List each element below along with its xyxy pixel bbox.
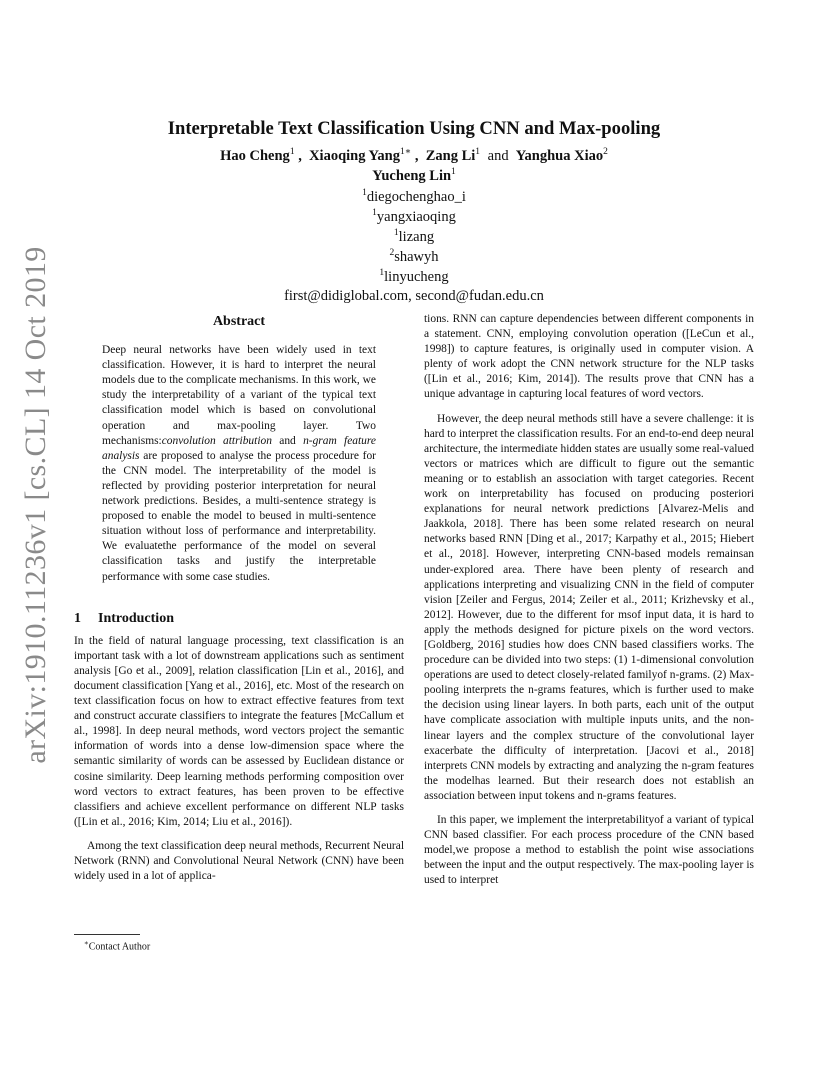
arxiv-sidebar <box>10 246 62 764</box>
arxiv-identifier: arXiv:1910.11236v1 [cs.CL] 14 Oct 2019 <box>19 246 52 764</box>
abstract-paragraph: Deep neural networks have been widely used in text classification. However, it is hard to interpret the neural models due to the complicate mechanisms. In this work, we study the interpretability of a variant of the typical text classification model which is based on convolutional operation and max-pooling layer. Two mechanisms:convolution attribution and n-gram feature analysis are proposed to analyse the process procedure for the CNN model. The interpretability of the model is reflected by providing posterior interpretation for neural network predictions. Besides, a multi-sentence strategy is proposed to enable the model to beused in multi-sentence situation without loss of performance and interpretability. We evaluatethe performance of the model on several classification tasks and justify the interpretable performance with some case studies. <box>102 344 377 583</box>
footnote-text: Contact Author <box>88 941 151 953</box>
email-line: first@didiglobal.com, second@fudan.edu.cn <box>284 288 544 305</box>
right-column <box>424 312 754 888</box>
body-paragraph: In the field of natural language processing, text classification is an important task with a lot of downstream applications such as sentiment analysis [Go et al., 2009], relation classification [Lin et al., 2016], and document classification [Yang et al., 2016], etc. Most of the research on text classification focus on how to extract effective features from text and construct accurate classifiers to integrate the features [McCallum et al., 1998]. In deep neural methods, word vectors project the semantic information of words into a dense low-dimension space where the semantic similarity of words can be assessed by Euclidean distance or cosine similarity. Deep learning methods performing composition over word vectors to extract features, has been proven to be effective classifiers and achieve excellent performance on different NLP tasks ([Lin et al., 2016; Kim, 2014; Liu et al., 2016]). <box>74 634 404 828</box>
abstract-heading: Abstract <box>212 314 266 329</box>
and-word: and <box>487 148 509 165</box>
author-name: Hao Cheng <box>220 148 290 165</box>
paper-title: Interpretable Text Classification Using CNN and Max-pooling <box>167 118 661 139</box>
affiliation-line: $^1$linyucheng <box>379 267 449 285</box>
author-name: Zang Li <box>425 148 476 165</box>
affiliation-list <box>120 187 708 307</box>
author-sup: 1 <box>475 147 481 158</box>
footnote-rule <box>74 934 140 935</box>
footnote-marker: ∗ <box>84 939 89 947</box>
body-paragraph: tions. RNN can capture dependencies between different components in a statement. CNN, employing convolution operation ([LeCun et al., 1998]) to capture features, is originally used in computer vision. A plenty of work adopt the CNN network structure for the NLP tasks ([Lin et al., 2016; Kim, 2014]). The results prove that CNN has a unique advantage in capturing local features of word vectors. <box>424 313 754 401</box>
author-sup: 2 <box>603 147 608 158</box>
footnote <box>84 939 150 952</box>
abstract-body <box>74 343 404 585</box>
affiliation-line: $^1$yangxiaoqing <box>372 207 456 225</box>
author-list: Hao Cheng$^1$ , Xiaoqing Yang$^{1∗}$ , Zang Li$^1$ and Yanghua Xiao$^2$ Yucheng Lin$^1$ <box>220 147 608 185</box>
author-sup: 1 <box>451 167 456 178</box>
author-sup: 1∗ <box>400 147 412 158</box>
affiliation-line: $^1$diegochenghao_i <box>362 187 466 205</box>
section-heading <box>74 611 404 626</box>
author-name: Yanghua Xiao <box>515 148 604 165</box>
affiliation-line: $^2$shawyh <box>389 247 439 265</box>
author-name: Yucheng Lin <box>372 168 452 185</box>
section-title: Introduction <box>98 610 174 626</box>
author-name: Xiaoqing Yang <box>309 148 400 165</box>
body-paragraph: Among the text classification deep neural methods, Recurrent Neural Network (RNN) and Convolutional Neural Network (CNN) have been widely used in a lot of applica- <box>74 839 404 883</box>
section-number: 1 <box>74 610 81 626</box>
author-sup: 1 <box>289 147 295 158</box>
body-paragraph: However, the deep neural methods still have a severe challenge: it is hard to interpret the classification results. For an end-to-end deep neural architecture, the intermediate hidden states are usually some real-valued vectors or matrices which are difficult to figure out the semantic meaning or to establish an association with target categories. Recent work on interpretability has focused on producing posteriori explanations for neural network predictions [Alvarez-Melis and Jaakkola, 2018]. There has been some related research on neural networks based RNN [Ding et al., 2017; Karpathy et al., 2015; Hiebert et al., 2018]. However, interpreting CNN-based models remainsan under-explored area. There have been plenty of research and applications interpreting and visualizing CNN in the field of computer vision [Zeiler and Fergus, 2014; Zeiler et al., 2011; Krizhevsky et al., 2012]. However, due to the different for msof input data, it is hard to apply the methods designed for picture pixels on the word vectors. [Goldberg, 2016] studies how does CNN based classifiers works. The procedure can be divided into two steps: (1) 1-dimensional convolution operations are used to detect closely-related familyof n-grams. (2) Max-pooling interprets the n-grams features, which is further used to make the decision using linear layers. In both parts, each unit of the output have complicate association with multiple inputs units, and the non-linear layers and the complex structure of the convolutional layer exacerbate the difficulty of interpretation. [Jacovi et al., 2018] interprets CNN models by extracting and analyzing the n-gram features the modelhas learned. But their research does not establish an association between input tokens and n-grams features. <box>424 412 754 802</box>
affiliation-line: $^1$lizang <box>393 227 435 245</box>
left-column <box>74 312 404 884</box>
paper-header <box>120 118 708 306</box>
body-paragraph: In this paper, we implement the interpretabilityof a variant of typical CNN based classifier. For each process procedure of the CNN based model,we propose a method to establish the point wise associations between the input and the output respectively. The max-pooling layer is used to interpret <box>424 814 754 887</box>
